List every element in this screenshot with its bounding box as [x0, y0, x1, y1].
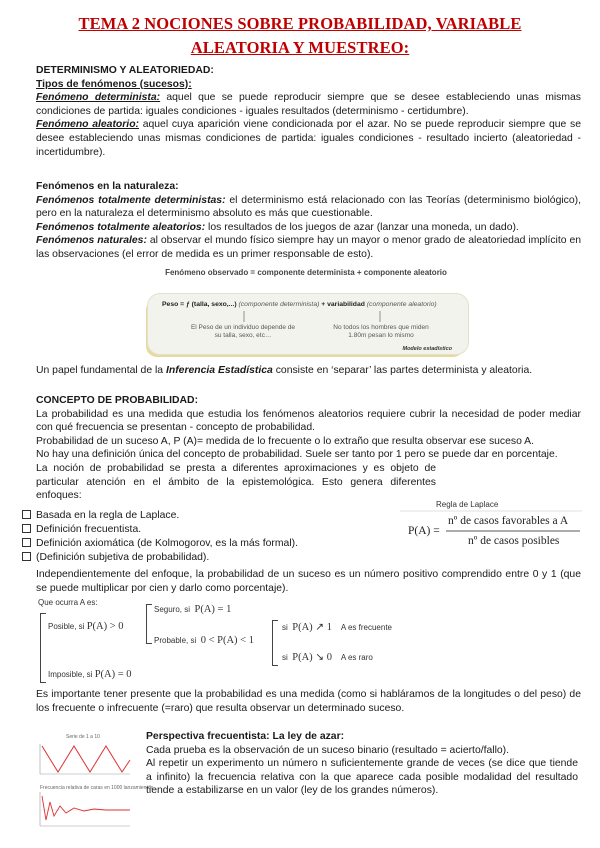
paragraph: Cada prueba es la observación de un suceso binario (resultado = acierto/fallo).: [146, 744, 510, 756]
bullet-item: [22, 509, 179, 523]
document-title-line2: ALEATORIA Y MUESTREO:: [190, 38, 410, 57]
bullet-item: [22, 523, 141, 537]
det-label: (componente determinista): [238, 301, 320, 308]
section-heading: Perspectiva frecuentista: La ley de azar:: [146, 731, 345, 742]
checkbox-bullet-icon: [22, 524, 31, 533]
outer-brace: [40, 613, 46, 683]
document-title-line1: TEMA 2 NOCIONES SOBRE PROBABILIDAD, VARIABLE: [78, 14, 522, 33]
math: P(A) > 0: [86, 621, 124, 632]
paragraph: La noción de probabilidad se presta a diferentes aproximaciones y es objeto de particular atención en el ámbito de la epistemológica. Esto genera diferentes enfoques:: [36, 462, 436, 502]
convergence-plot: [34, 790, 134, 832]
paragraph: [36, 91, 581, 118]
paragraph: [36, 194, 581, 221]
bullet-text: Basada en la regla de Laplace.: [36, 510, 180, 521]
case-imposible: [48, 669, 132, 680]
case-raro: [282, 651, 373, 663]
paragraph: Probabilidad de un suceso A, P (A)= medida de lo frecuente o lo extraño que resulta observar ese suceso A.: [36, 435, 534, 447]
inferencia-paragraph: [36, 364, 581, 378]
text: al observar el mundo físico siempre hay un mayor o menor grado de aleatoriedad implícito en las observaciones (el error de medida es un primer responsable de esto).: [36, 235, 582, 260]
paragraph: [36, 234, 581, 261]
term: Fenómenos totalmente deterministas:: [36, 194, 226, 206]
case-frecuente: [282, 621, 392, 633]
figure-caption: Fenómeno observado = componente determinista + componente aleatorio: [165, 268, 447, 277]
section-probabilidad: [36, 394, 581, 503]
section-heading: Fenómenos en la naturaleza:: [36, 181, 179, 192]
cases-intro: Que ocurra A es:: [38, 598, 98, 607]
label: Seguro, si: [154, 605, 191, 614]
laplace-label: Regla de Laplace: [436, 500, 499, 509]
section-heading: CONCEPTO DE PROBABILIDAD:: [36, 395, 199, 406]
math: 0 < P(A) < 1: [200, 635, 254, 646]
paragraph: Independientemente del enfoque, la probabilidad de un suceso es un número positivo comprendido entre 0 y 1 (que se puede multiplicar por cien y darlo como porcentaje).: [36, 569, 581, 594]
term: Inferencia Estadística: [165, 365, 273, 376]
text: el determinismo está relacionado con las Teorías (determinismo biológico), pero en la naturaleza el determinismo absoluto es más que cuestionable.: [36, 194, 581, 220]
ale-label: (componente aleatorio): [366, 301, 437, 308]
paragraph: Es importante tener presente que la probabilidad es una medida (como si habláramos de la longitudes o del peso) de los frecuente o infrecuente (=raro) que resulta observar un determinado suceso.: [36, 689, 581, 714]
checkbox-bullet-icon: [22, 510, 31, 519]
model-figure: [140, 268, 472, 358]
laplace-formula: [396, 497, 586, 557]
label: si: [282, 623, 288, 632]
model-box: [148, 294, 468, 354]
term: Fenómenos naturales:: [36, 235, 147, 247]
label: si: [282, 653, 288, 662]
formula: = ƒ (talla, sexo,...): [178, 301, 239, 308]
paragraph: [36, 118, 581, 159]
math: P(A) = 0: [94, 669, 132, 680]
probable-brace: [272, 620, 278, 666]
bullet-item: [22, 551, 209, 565]
text: consiste en ‘separar’ las partes determinista y aleatoria.: [272, 365, 533, 376]
section-determinismo: [36, 64, 581, 159]
paragraph-independiente: [36, 568, 581, 595]
case-posible: [48, 621, 124, 632]
plus-variabilidad: + variabilidad: [319, 301, 367, 308]
bullet-item: [22, 537, 298, 551]
paragraph: [36, 221, 581, 235]
section-naturaleza: [36, 180, 581, 262]
zigzag-plot: [34, 740, 134, 780]
term: Fenómeno determinista:: [36, 92, 161, 104]
section-frecuentista: [146, 730, 578, 798]
checkbox-bullet-icon: [22, 538, 31, 547]
paragraph: No hay una definición única del concepto de probabilidad. Suele ser tanto por 1 pero se puede dar en porcentaje.: [36, 449, 558, 461]
case-probable: [154, 635, 254, 646]
laplace-denominator: nº de casos posibles: [468, 535, 560, 547]
bullet-text: Definición frecuentista.: [36, 524, 142, 535]
fraction-bar: [396, 497, 586, 557]
term: Fenómenos totalmente aleatorios:: [36, 221, 206, 233]
case-seguro: [154, 604, 231, 615]
paragraph-medida: [36, 688, 581, 715]
paragraph: Al repetir un experimento un número n suficientemente grande de veces (se dice que tiende a infinito) la frecuencia relativa con la que aparece cada posible modalidad del resultado tiende a estabilizarse en un valor (ley de los grandes números).: [146, 758, 578, 797]
checkbox-bullet-icon: [22, 552, 31, 561]
text: aquel cuya aparición viene condicionada por el azar. No se puede reproducir siempre que se desee estableciendo unas mismas condiciones de partida: iguales condiciones - resultado incierto (aleatoriedad - incertidumbre).: [36, 119, 582, 158]
math: P(A) = 1: [194, 604, 232, 615]
math: P(A) ↗ 1: [292, 622, 332, 633]
bullet-text: (Definición subjetiva de probabilidad).: [36, 552, 210, 563]
text: los resultados de los juegos de azar (lanzar una moneda, un dado).: [205, 221, 519, 233]
text: aquel que se puede reproducir siempre que se desee estableciendo unas mismas condiciones de partida: iguales condiciones - iguales resultados (determinismo - certidumbre).: [36, 92, 581, 117]
section-heading: DETERMINISMO Y ALEATORIEDAD:: [36, 65, 214, 76]
result: A es frecuente: [340, 623, 392, 632]
laplace-numerator: nº de casos favorables a A: [448, 515, 569, 527]
posible-brace: [146, 604, 152, 644]
plot-title-bottom: Frecuencia relativa de caras en 1000 lanzamientos: [40, 785, 154, 791]
subheading: Tipos de fenómenos (sucesos):: [36, 78, 192, 90]
paragraph: La probabilidad es una medida que estudia los fenómenos aleatorios requiere cubrir la necesidad de poder mediar con qué frecuencia se presentan - concepto de probabilidad.: [36, 408, 581, 434]
laplace-lhs: P(A) =: [408, 525, 440, 537]
label: Probable, si: [154, 636, 197, 645]
result: A es raro: [340, 653, 373, 662]
left-note: El Peso de un individuo depende de su talla, sexo, etc…: [190, 324, 296, 339]
label: Imposible, si: [48, 670, 93, 679]
bullet-text: Definición axiomática (de Kolmogorov, es la más formal).: [36, 538, 298, 549]
text: Un papel fundamental de la: [36, 365, 166, 376]
right-note: No todos los hombres que miden 1.80m pesan lo mismo: [333, 324, 429, 339]
peso-label: Peso: [162, 301, 179, 308]
math: P(A) ↘ 0: [292, 652, 332, 663]
plot-title-top: Serie de 1 a 10: [66, 734, 100, 740]
label: Posible, si: [48, 622, 85, 631]
figure-footer: Modelo estadístico: [402, 346, 452, 352]
term: Fenómeno aleatorio:: [36, 119, 140, 131]
